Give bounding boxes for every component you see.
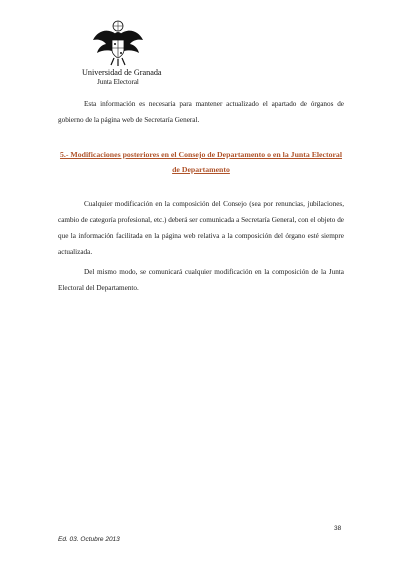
edition-footer: Ed. 03. Octubre 2013 (58, 536, 120, 543)
university-logo (82, 18, 162, 86)
paragraph-1: Esta información es necesaria para mantener actualizado el apartado de órganos de gobierno de la página web de Secretaría General. (58, 100, 344, 124)
university-name: Universidad de Granada (82, 68, 162, 77)
unit-name: Junta Electoral (97, 78, 139, 86)
paragraph-3: Del mismo modo, se comunicará cualquier modificación en la composición de la Junta Electoral del Departamento. (58, 268, 344, 292)
paragraph-2: Cualquier modificación en la composición del Consejo (sea por renuncias, jubilaciones, cambio de categoría profesional, etc.) deberá ser comunicada a Secretaría General, con el objeto de que la información facilitada en la página web relativa a la composición del órgano esté siempre actualizada. (58, 200, 344, 256)
crest-icon (90, 18, 146, 68)
page-number: 38 (334, 525, 342, 532)
section-heading: 5.- Modificaciones posteriores en el Consejo de Departamento o en la Junta Electoral de Departamento (59, 150, 343, 174)
